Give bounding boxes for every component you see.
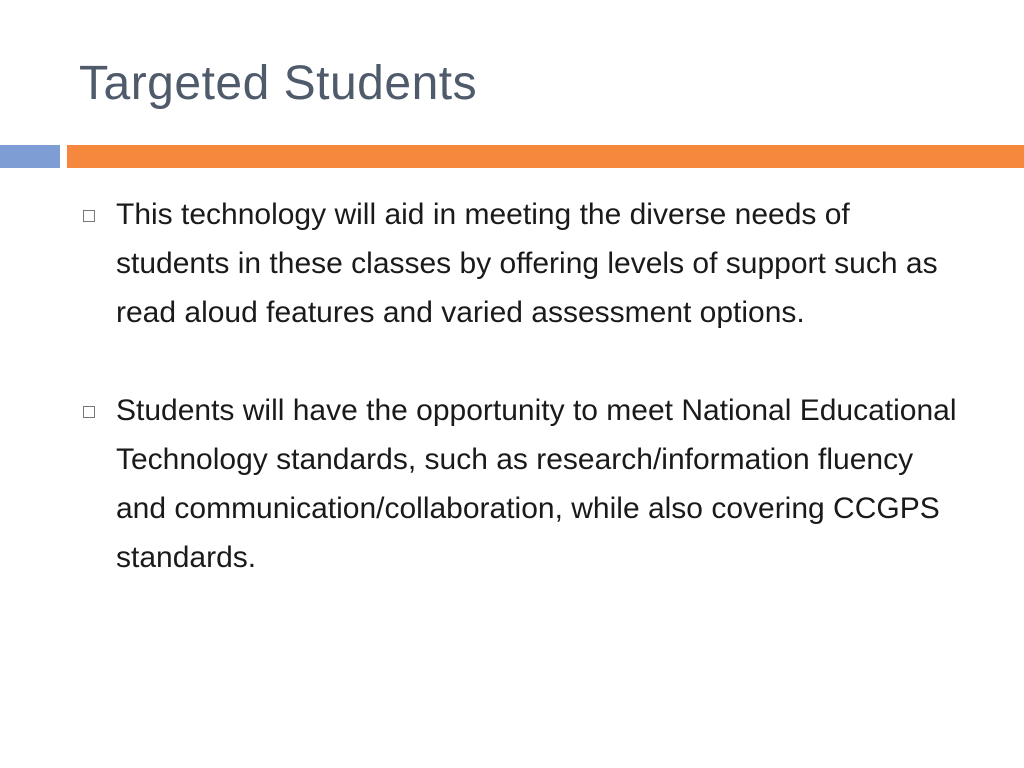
square-bullet-icon xyxy=(83,210,95,222)
bullet-item xyxy=(78,190,962,337)
bullet-item xyxy=(78,386,962,582)
accent-bar-blue xyxy=(0,145,60,168)
bullet-text: Students will have the opportunity to meet National Educational Technology standards, such as research/information fluency and communication/collaboration, while also covering CCGPS standards. xyxy=(116,394,957,574)
square-bullet-icon xyxy=(83,406,95,418)
bullet-text: This technology will aid in meeting the diverse needs of students in these classes by offering levels of support such as read aloud features and varied assessment options. xyxy=(116,198,938,329)
accent-bar-orange xyxy=(67,145,1024,168)
slide-title: Targeted Students xyxy=(79,57,478,110)
bullet-list xyxy=(78,190,978,582)
